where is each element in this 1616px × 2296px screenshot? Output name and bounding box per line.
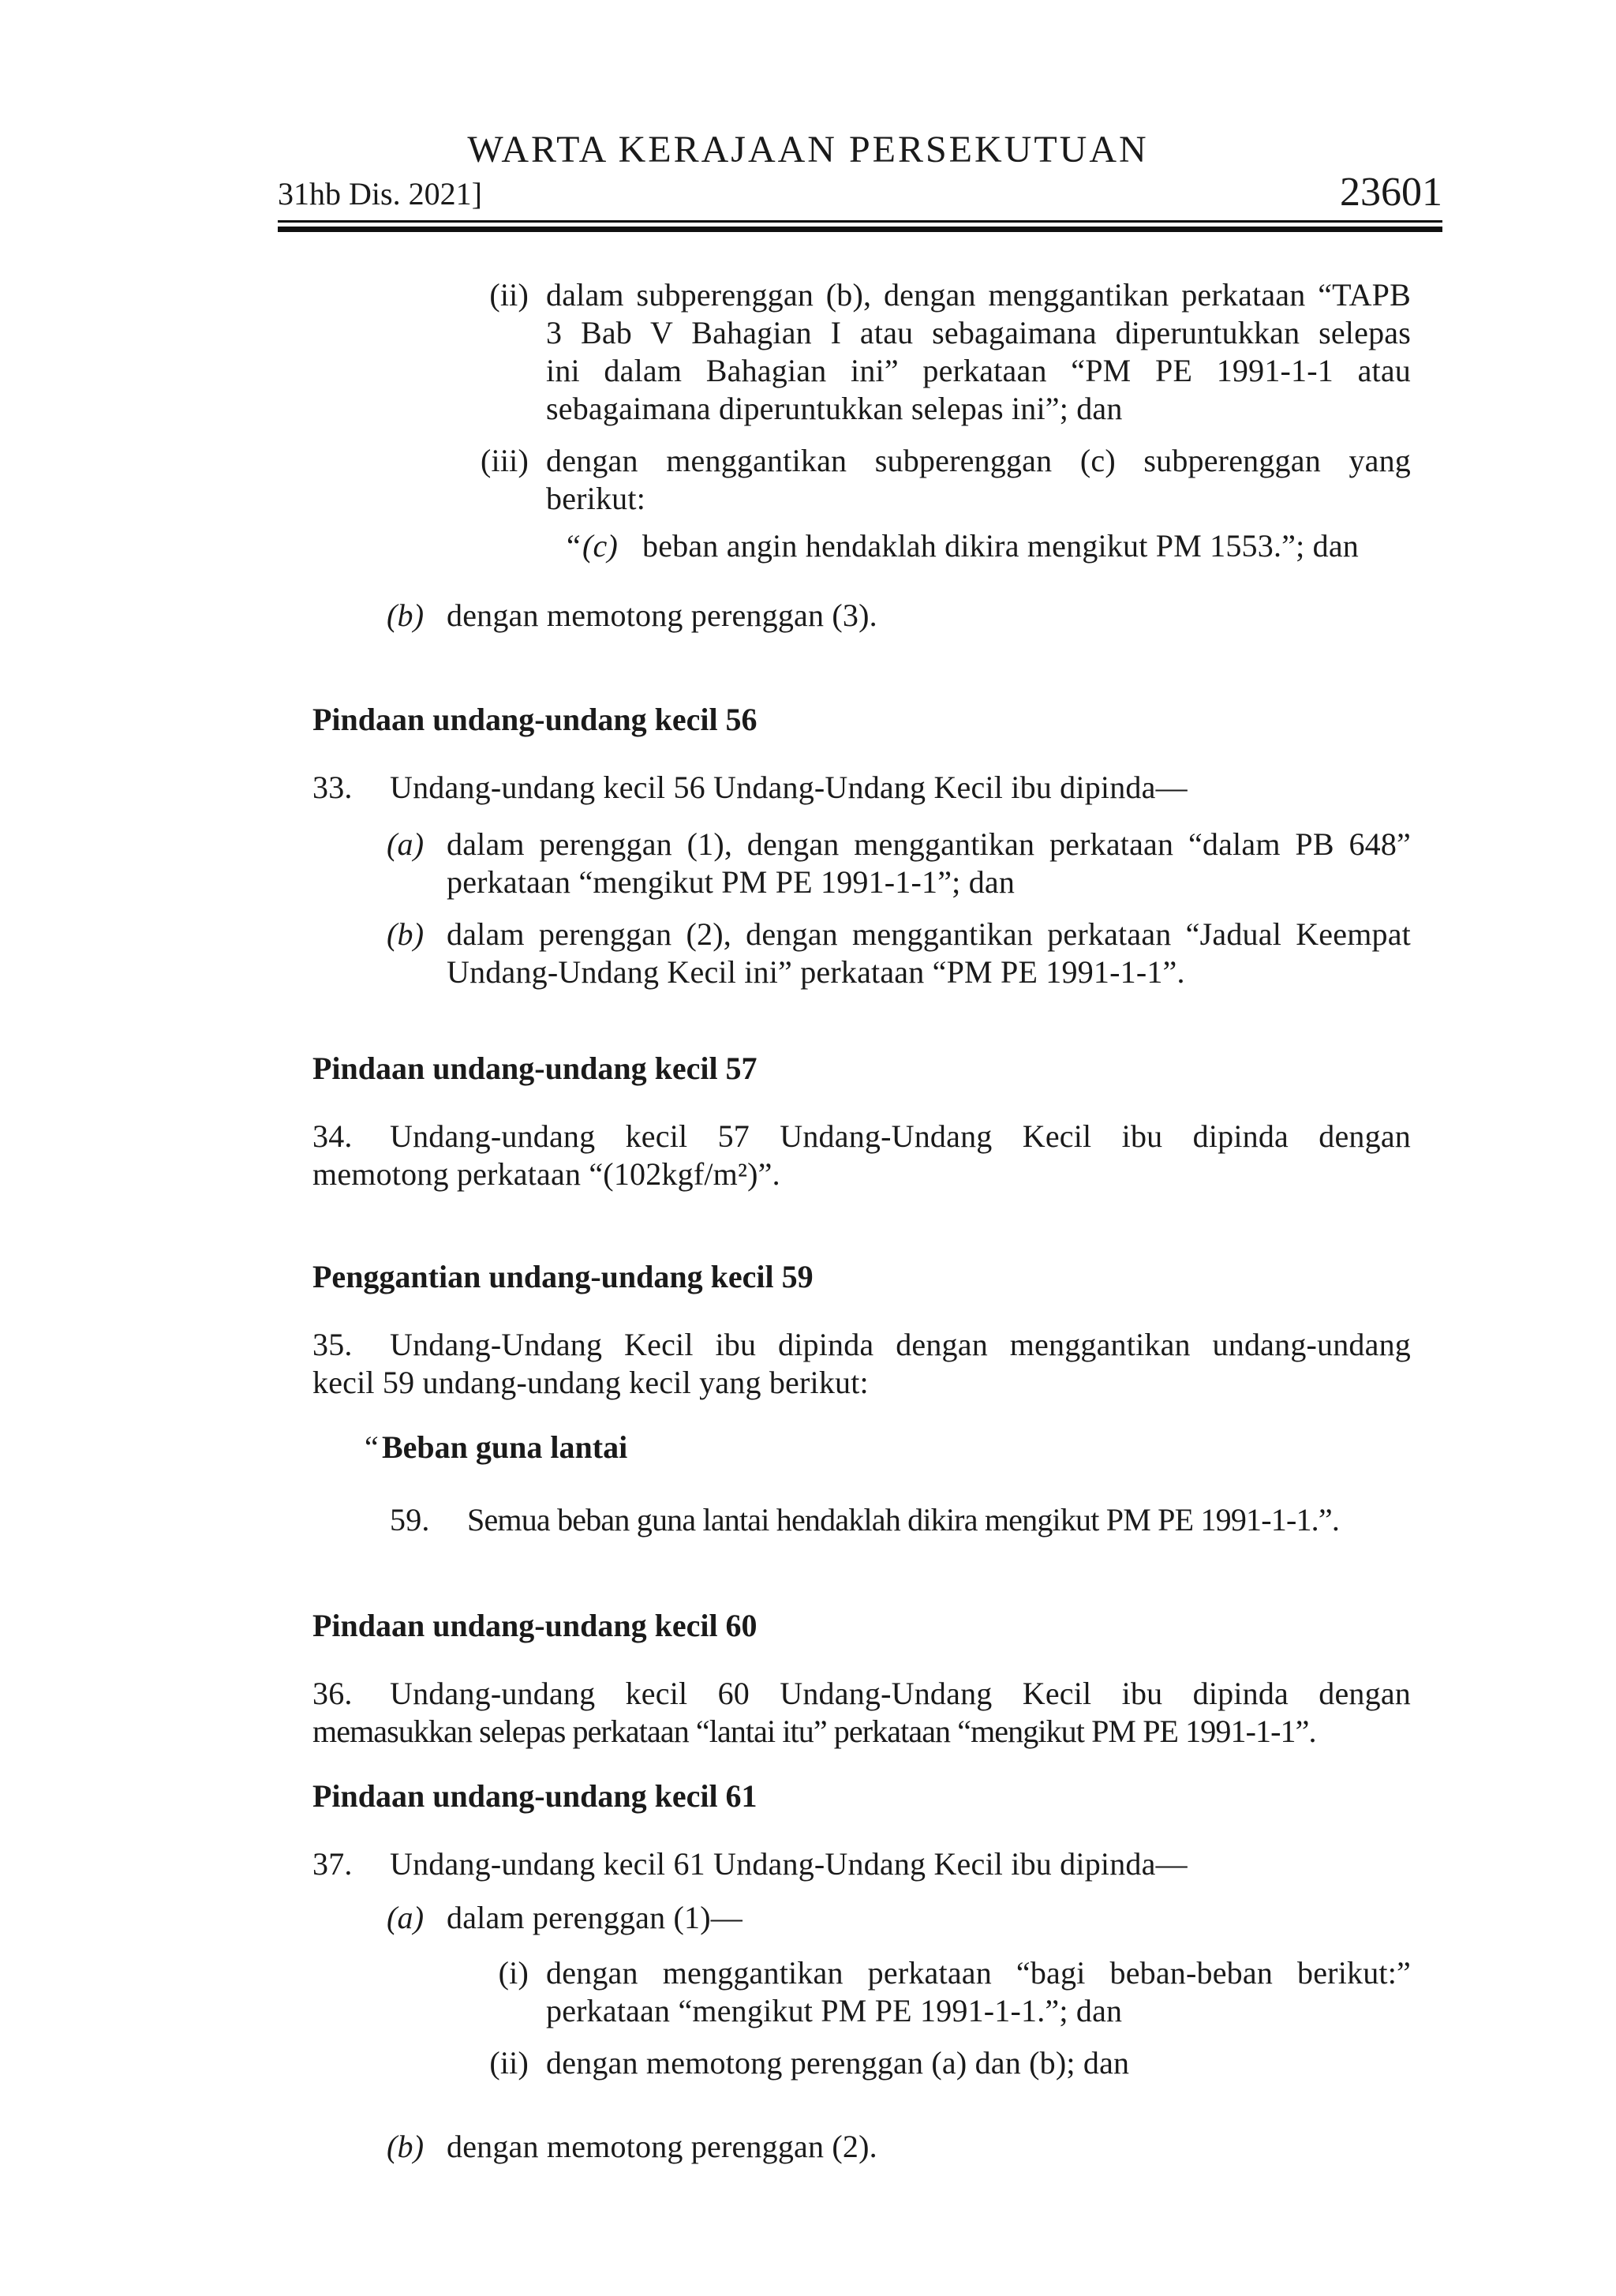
section-37-i-line-2: perkataan “mengikut PM PE 1991-1-1.”; dan [546, 1993, 1123, 2028]
section-36-line-2: memasukkan selepas perkataan “lantai itu” perkataan “mengikut PM PE 1991-1-1”. [312, 1714, 1316, 1749]
section-37-b-label: (b) [387, 2129, 425, 2164]
section-33-heading: Pindaan undang-undang kecil 56 [312, 702, 758, 737]
section-33-number: 33. [312, 770, 353, 805]
clause-c-text: beban angin hendaklah dikira mengikut PM 1553.”; dan [642, 528, 1359, 564]
header-rule-thin [278, 220, 1442, 223]
inserted-bylaw-number: 59. [390, 1502, 430, 1538]
section-33-b-label: (b) [387, 916, 425, 952]
quote-open-mark: “ [567, 528, 581, 564]
clause-ii-line-2: 3 Bab V Bahagian I atau sebagaimana diperuntukkan selepas [546, 315, 1411, 350]
section-33-b-line-2: Undang-Undang Kecil ini” perkataan “PM PE 1991-1-1”. [447, 954, 1185, 990]
section-33-a-label: (a) [387, 826, 425, 862]
inserted-bylaw-heading: Beban guna lantai [382, 1429, 628, 1465]
inserted-bylaw-text: Semua beban guna lantai hendaklah dikira mengikut PM PE 1991-1-1.”. [467, 1502, 1340, 1538]
section-37-a-label: (a) [387, 1900, 425, 1935]
section-34-heading: Pindaan undang-undang kecil 57 [312, 1051, 758, 1086]
issue-date: 31hb Dis. 2021] [278, 176, 482, 212]
section-34-number: 34. [312, 1118, 353, 1154]
page-number: 23601 [1340, 170, 1442, 215]
paragraph-b-label: (b) [387, 597, 425, 633]
section-37-intro: Undang-undang kecil 61 Undang-Undang Kecil ibu dipinda— [390, 1846, 1188, 1882]
section-33-a-line-1: dalam perenggan (1), dengan menggantikan perkataan “dalam PB 648” [447, 826, 1411, 862]
section-33-intro: Undang-undang kecil 56 Undang-Undang Kecil ibu dipinda— [390, 770, 1188, 805]
section-37-heading: Pindaan undang-undang kecil 61 [312, 1778, 758, 1814]
section-36-line-1: Undang-undang kecil 60 Undang-Undang Kecil ibu dipinda dengan [390, 1676, 1411, 1711]
section-33-b-line-1: dalam perenggan (2), dengan menggantikan perkataan “Jadual Keempat [447, 916, 1411, 952]
section-37-i-line-1: dengan menggantikan perkataan “bagi beban-beban berikut:” [546, 1955, 1411, 1991]
gazette-title: WARTA KERAJAAN PERSEKUTUAN [467, 129, 1149, 170]
section-35-line-1: Undang-Undang Kecil ibu dipinda dengan menggantikan undang-undang [390, 1327, 1411, 1362]
section-37-i-label: (i) [498, 1955, 529, 1991]
header-rule-thick [278, 227, 1442, 232]
clause-iii-label: (iii) [481, 443, 529, 478]
section-37-ii-label: (ii) [489, 2045, 529, 2081]
section-37-a-text: dalam perenggan (1)— [447, 1900, 743, 1935]
clause-iii-line-1: dengan menggantikan subperenggan (c) subperenggan yang [546, 443, 1411, 478]
section-33-a-line-2: perkataan “mengikut PM PE 1991-1-1”; dan [447, 864, 1016, 900]
clause-ii-line-3: ini dalam Bahagian ini” perkataan “PM PE 1991-1-1 atau [546, 353, 1411, 388]
clause-ii-line-1: dalam subperenggan (b), dengan menggantikan perkataan “TAPB [546, 277, 1411, 313]
paragraph-b-text: dengan memotong perenggan (3). [447, 597, 877, 633]
section-35-number: 35. [312, 1327, 353, 1362]
clause-ii-label: (ii) [489, 277, 529, 313]
section-35-quote-open: “ [365, 1429, 379, 1465]
section-34-line-2: memotong perkataan “(102kgf/m²)”. [312, 1156, 780, 1192]
section-36-number: 36. [312, 1676, 353, 1711]
section-37-ii-text: dengan memotong perenggan (a) dan (b); dan [546, 2045, 1130, 2081]
section-35-heading: Penggantian undang-undang kecil 59 [312, 1259, 814, 1294]
clause-iii-line-2: berikut: [546, 481, 646, 516]
clause-ii-line-4: sebagaimana diperuntukkan selepas ini”; dan [546, 391, 1123, 426]
section-36-heading: Pindaan undang-undang kecil 60 [312, 1608, 758, 1643]
clause-c-label: (c) [582, 528, 618, 564]
section-34-line-1: Undang-undang kecil 57 Undang-Undang Kecil ibu dipinda dengan [390, 1118, 1411, 1154]
section-35-line-2: kecil 59 undang-undang kecil yang berikut: [312, 1365, 869, 1400]
section-37-number: 37. [312, 1846, 353, 1882]
section-37-b-text: dengan memotong perenggan (2). [447, 2129, 877, 2164]
